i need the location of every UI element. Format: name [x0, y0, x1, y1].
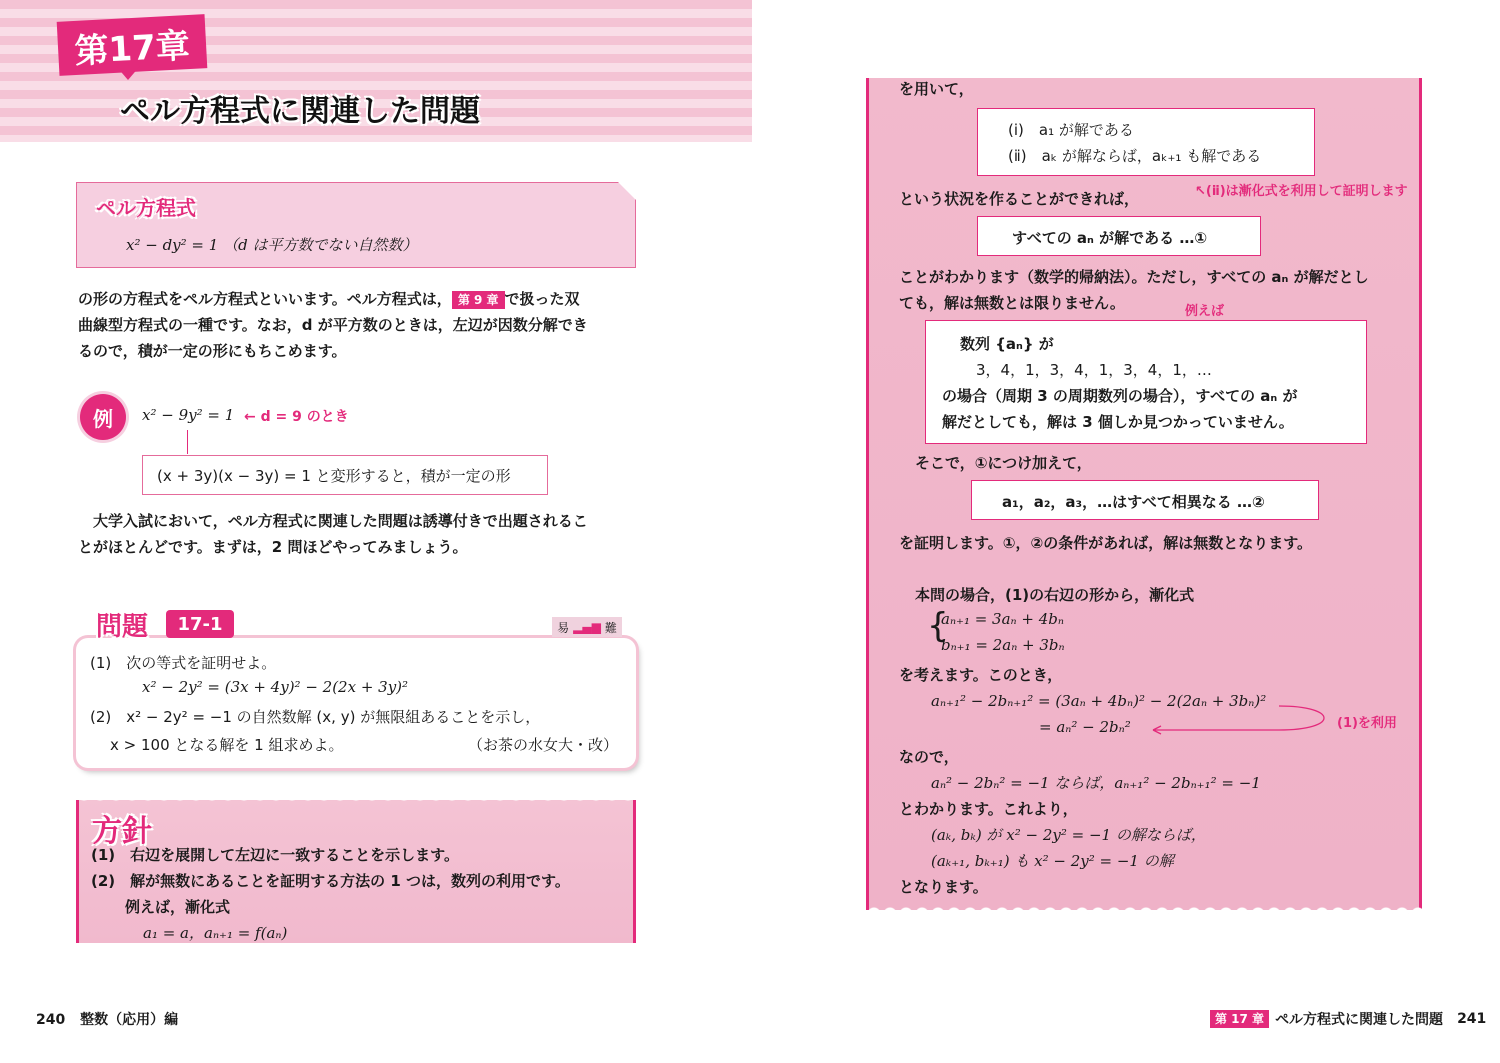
example-note: ← d = 9 のとき: [244, 409, 349, 425]
recurrence-a: aₙ₊₁ = 3aₙ + 4bₙ: [941, 610, 1064, 628]
right-footer-title: ペル方程式に関連した問題: [1275, 1012, 1444, 1028]
reuse-arrow-icon: [1139, 696, 1349, 736]
periodic-line-1: 数列 {aₙ} が: [960, 335, 1054, 353]
right-line-8: を考えます。このとき，: [899, 666, 1063, 684]
problem-label: 問題: [96, 612, 149, 642]
difficulty-meter: [552, 617, 622, 637]
problem-number: 17-1: [166, 610, 234, 638]
right-line-4: ても，解は無数とは限りません。: [899, 294, 1125, 312]
right-panel: [866, 78, 1422, 910]
pell-heading: ペル方程式: [96, 196, 196, 220]
footer-left: [36, 1009, 178, 1029]
strategy-line-4: a₁ = a，aₙ₊₁ = f(aₙ): [143, 924, 288, 942]
condition-2: a₁，a₂，a₃，…はすべて相異なる …②: [1002, 493, 1265, 511]
right-line-10: とわかります。これより，: [899, 800, 1078, 818]
intro-paragraph: [78, 286, 638, 364]
right-line-7: 本問の場合，(1)の右辺の形から，漸化式: [915, 586, 1195, 604]
induction-i: (ⅰ) a₁ が解である: [1008, 121, 1134, 139]
equation-2: = aₙ² − 2bₙ²: [1039, 718, 1131, 736]
intro-line3: るので，積が一定の形にもちこめます。: [78, 342, 347, 360]
panel-scallop: [866, 898, 1422, 914]
strategy-scallop: [76, 794, 636, 806]
right-line-2: という状況を作ることができれば，: [899, 190, 1140, 208]
para2-line1: 大学入試において，ペル方程式に関連した問題は誘導付きで出題されるこ: [93, 512, 588, 530]
right-page-number: 241: [1457, 1011, 1487, 1027]
example-badge: 例: [80, 394, 126, 440]
right-line-5: そこで，①につけ加えて，: [915, 454, 1092, 472]
example-equation: x² − 9y² = 1: [142, 406, 235, 424]
paragraph-2: [78, 508, 638, 560]
periodic-example-box: [925, 320, 1367, 444]
problem-source: （お茶の水女大・改）: [468, 736, 619, 754]
footer-chapter-chip: 第 17 章: [1210, 1010, 1269, 1028]
example-arrow: [187, 430, 188, 454]
induction-ii: (ⅱ) aₖ が解ならば，aₖ₊₁ も解である: [1008, 147, 1262, 165]
recurrence-b: bₙ₊₁ = 2aₙ + 3bₙ: [941, 636, 1065, 654]
para2-line2: とがほとんどです。まずは，2 問ほどやってみましょう。: [78, 538, 468, 556]
chapter-tag-tail: [116, 66, 140, 80]
problem-line-1: (1) 次の等式を証明せよ。: [90, 654, 277, 672]
periodic-line-4: 解だとしても，解は 3 個しか見つかっていません。: [942, 413, 1294, 431]
intro-line1a: の形の方程式をペル方程式といいます。ペル方程式は，: [78, 290, 452, 308]
condition-2-box: [971, 480, 1319, 520]
difficulty-bars-icon: ▂▄▆: [573, 620, 601, 634]
equation-4: (aₖ, bₖ) が x² − 2y² = −1 の解ならば，: [931, 826, 1206, 844]
left-footer-title: 整数（応用）編: [80, 1012, 179, 1028]
strategy-line-2: (2) 解が無数にあることを証明する方法の 1 つは，数列の利用です。: [91, 872, 570, 890]
left-page-number: 240: [36, 1012, 66, 1028]
strategy-line-1: (1) 右辺を展開して左辺に一致することを示します。: [91, 846, 459, 864]
chapter9-chip: 第 9 章: [452, 291, 505, 309]
intro-line2: 曲線型方程式の一種です。なお，d が平方数のときは，左辺が因数分解でき: [78, 316, 588, 334]
strategy-box: [76, 800, 636, 943]
chapter-tag: 第17章: [57, 14, 208, 76]
recurrence-note: ↖(ⅱ)は漸化式を利用して証明します: [1195, 184, 1408, 199]
condition-1-box: [977, 216, 1261, 256]
chapter-title: ペル方程式に関連した問題: [120, 94, 480, 129]
equation-1: aₙ₊₁² − 2bₙ₊₁² = (3aₙ + 4bₙ)² − 2(2aₙ + 3bₙ)²: [931, 692, 1267, 710]
reuse-note: (1)を利用: [1337, 716, 1397, 731]
periodic-line-3: の場合（周期 3 の周期数列の場合），すべての aₙ が: [942, 387, 1298, 405]
strategy-line-3: 例えば，漸化式: [125, 898, 231, 916]
footer-right: [1210, 1009, 1486, 1029]
problem-line-2: x² − 2y² = (3x + 4y)² − 2(2x + 3y)²: [142, 678, 409, 696]
example-factor-box: (x + 3y)(x − 3y) = 1 と変形すると，積が一定の形: [142, 455, 548, 495]
problem-line-4: x > 100 となる解を 1 組求めよ。: [110, 736, 344, 754]
difficulty-hard: 難: [604, 620, 617, 635]
recurrence-brace: {: [927, 606, 949, 646]
equation-5: (aₖ₊₁, bₖ₊₁) も x² − 2y² = −1 の解: [931, 852, 1174, 870]
condition-1: すべての aₙ が解である …①: [1012, 229, 1208, 247]
example-label: 例えば: [1185, 304, 1225, 319]
right-line-3: ことがわかります（数学的帰納法）。ただし，すべての aₙ が解だとし: [899, 268, 1369, 286]
right-line-1: を用いて，: [899, 80, 974, 98]
induction-box: [977, 108, 1315, 176]
right-line-11: となります。: [899, 878, 988, 896]
problem-box: [76, 638, 636, 768]
difficulty-easy: 易: [557, 620, 570, 635]
right-line-6: を証明します。①，②の条件があれば，解は無数となります。: [899, 534, 1313, 552]
right-line-9: なので，: [899, 748, 959, 766]
intro-line1b: で扱った双: [504, 290, 580, 308]
problem-line-3: (2) x² − 2y² = −1 の自然数解 (x, y) が無限組あることを示し，: [90, 708, 541, 726]
equation-3: aₙ² − 2bₙ² = −1 ならば，aₙ₊₁² − 2bₙ₊₁² = −1: [931, 774, 1261, 792]
folded-corner: [618, 182, 636, 200]
strategy-heading: 方針: [92, 814, 152, 849]
periodic-line-2: 3，4，1，3，4，1，3，4，1，…: [976, 361, 1212, 379]
pell-equation: x² − dy² = 1 （d は平方数でない自然数）: [126, 236, 418, 254]
